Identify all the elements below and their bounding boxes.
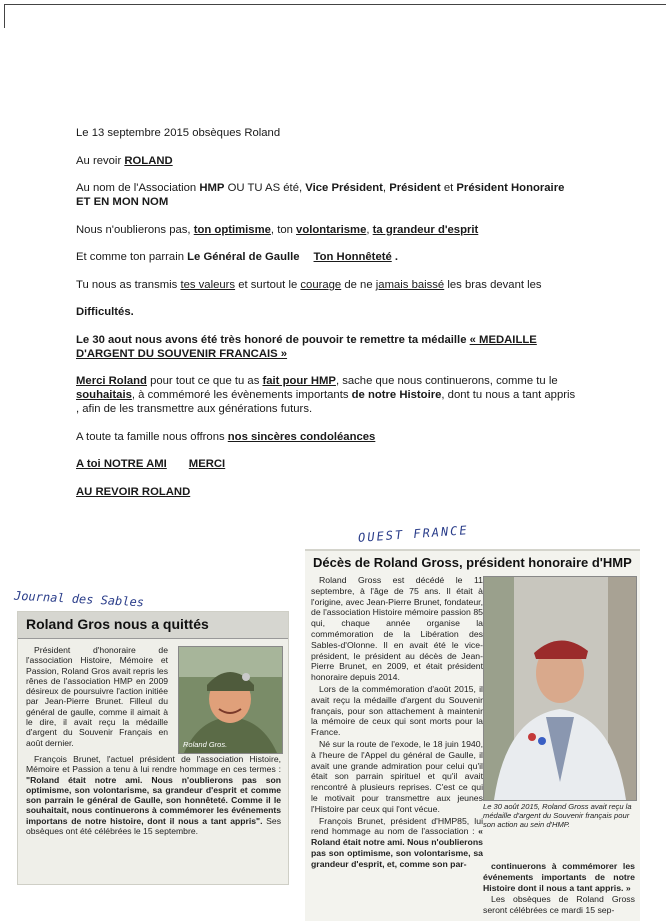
eulogy-letter xyxy=(76,126,596,512)
medal-text: Le 30 aout nous avons été très honoré de pouvoir te remettre ta médaille xyxy=(76,333,470,346)
transmis-jamais: jamais baissé xyxy=(375,278,445,291)
roland-medal-photo xyxy=(483,576,637,801)
friend-line xyxy=(76,457,596,471)
transmis-courage: courage xyxy=(300,278,342,291)
farewell-prefix: Au revoir xyxy=(76,154,125,167)
clipping-paragraph-1 xyxy=(26,645,168,749)
parrain-general: Le Général de Gaulle xyxy=(187,251,300,263)
forget-text-c: , xyxy=(366,223,373,236)
medal-photo-caption: Le 30 août 2015, Roland Gross avait reçu la médaille d'argent du Souvenir français pour son action au sein d'HMP. xyxy=(483,802,632,830)
page-border-line xyxy=(4,4,666,5)
transmis-text-d: les bras devant les xyxy=(444,278,542,291)
ouest-france-handwritten-note: OUEST FRANCE xyxy=(357,523,470,545)
parrain-honesty: Ton Honnêteté xyxy=(313,251,392,263)
transmis-paragraph xyxy=(76,278,596,292)
assoc-hmp: HMP xyxy=(199,182,225,194)
roland-portrait-photo xyxy=(178,646,283,754)
clipping-headline: Roland Gros nous a quittés xyxy=(26,616,209,632)
condolences-emphasis: nos sincères condoléances xyxy=(227,430,376,443)
condolences-line xyxy=(76,430,596,444)
transmis-values: tes valeurs xyxy=(180,278,236,291)
friend-text: A toi NOTRE AMI xyxy=(76,458,167,470)
forget-optimism: ton optimisme xyxy=(193,223,271,236)
clipping-p2-quote: "Roland était notre ami. Nous n'oublierons pas son optimisme, son volontarisme, sa grandeur d'esprit et comme son parrain le général de Gaulle, son honnêteté. Comme il le souhaitait, nous continuerons à commémorer les événements importans de notre histoire, dont il nous a tant appris". xyxy=(26,774,281,826)
medal-paragraph xyxy=(76,333,596,361)
clipping-p1: Président d'honoraire de l'association Histoire, Mémoire et Passion, Roland Gros avait repris les rênes de l'association HMP en 2009 désireux de poursuivre l'action initiée par Jean-Pierre Brunet. Filleul du général de gaulle, comme il aimait à le dire, il avait reçu la médaille d'argent du Souvenir Français en août dernier. xyxy=(26,645,168,748)
thanks-text-f: , afin de les transmettre aux générations futurs. xyxy=(76,403,313,415)
farewell-line xyxy=(76,154,596,168)
assoc-vp: Vice Président xyxy=(305,182,383,194)
condolences-text: A toute ta famille nous offrons xyxy=(76,430,228,443)
clipping2-p3: Né sur la route de l'exode, le 18 juin 1940, à l'heure de l'Appel du général de Gaulle, il avait une grande admiration pour celui qu'il était son parrain spirituel et qu'il avait rencontré à plusieurs reprises. C'est ce qui le motivait pour transmettre aux jeunes l'Histoire par ceux qui l'ont vécue. xyxy=(311,738,483,814)
medal-name: « MEDAILLE D'ARGENT DU SOUVENIR FRANCAIS » xyxy=(76,333,537,360)
farewell-name: ROLAND xyxy=(124,154,173,167)
clipping2-headline: Décès de Roland Gross, président honoraire d'HMP xyxy=(313,555,632,570)
medal-portrait-illustration xyxy=(484,577,636,800)
goodbye-text: AU REVOIR ROLAND xyxy=(76,485,191,498)
parrain-end: . xyxy=(391,251,399,263)
clipping2-col2-quote: continuerons à commémorer les événements importants de notre Histoire dont il nous a tant appris. » xyxy=(483,861,635,893)
difficulties-line xyxy=(76,305,596,319)
forget-paragraph xyxy=(76,223,596,237)
clipping-p2 xyxy=(26,754,281,836)
friend-thanks: MERCI xyxy=(188,458,226,470)
clipping2-column-1 xyxy=(311,575,483,871)
thanks-histoire: de notre Histoire xyxy=(351,389,442,401)
thanks-roland: Merci Roland xyxy=(76,375,147,387)
journal-clipping xyxy=(17,611,289,885)
transmis-text-c: de ne xyxy=(341,278,376,291)
assoc-text-a: Au nom de l'Association xyxy=(76,182,200,194)
assoc-text-c: , xyxy=(382,182,390,194)
thanks-souhaitais: souhaitais xyxy=(76,389,132,401)
thanks-paragraph xyxy=(76,374,596,416)
transmis-text-b: et surtout le xyxy=(235,278,301,291)
clipping-p2-intro: François Brunet, l'actuel président de l'association Histoire, Mémoire et Passion a tenu à lui rendre hommage en ces termes : xyxy=(26,754,281,775)
parrain-paragraph xyxy=(76,250,596,264)
forget-esprit: ta grandeur d'esprit xyxy=(372,223,479,236)
portrait-illustration xyxy=(179,647,282,753)
clipping-p2-end: Ses obsèques ont été célébrées le 15 septembre. xyxy=(26,815,281,837)
date-line xyxy=(76,126,596,140)
clipping2-p4-intro: François Brunet, président d'HMP85, lui rend hommage au nom de l'association : xyxy=(311,815,483,837)
clipping2-col2-funeral: Les obsèques de Roland Gross seront célébrées ce mardi 15 sep- xyxy=(483,894,635,916)
page-border-tick xyxy=(4,4,5,28)
clipping2-p2: Lors de la commémoration d'août 2015, il avait reçu la médaille d'argent du Souvenir français, pour son attachement à maintenir la mémoire de ceux qui sont morts pour la France. xyxy=(311,683,483,738)
assoc-own-name: ET EN MON NOM xyxy=(76,196,169,208)
thanks-fait-hmp: fait pour HMP xyxy=(262,375,336,387)
assoc-honorary: Président Honoraire xyxy=(456,182,565,194)
forget-text-a: Nous n'oublierons pas, xyxy=(76,223,194,236)
clipping2-p1: Roland Gross est décédé le 11 septembre, à l'âge de 75 ans. Il était à l'origine, avec Jean-Pierre Brunet, fondateur, de l'association Histoire mémoire passion 85 qui, chaque année organise la commémoration de la Libération des Sables-d'Olonne. Il en avait été le vice-président, le président au décès de Jean-Pierre Brunet, en 2009, et était président honoraire depuis 2014. xyxy=(311,575,483,683)
parrain-text-a: Et comme ton parrain xyxy=(76,251,188,263)
ouest-france-clipping xyxy=(305,549,640,921)
assoc-president: Président xyxy=(389,182,441,194)
clipping2-p4-quote: « Roland était notre ami. Nous n'oublierons pas son optimisme, son volontarisme, sa grandeur d'esprit, et, comme son par- xyxy=(311,826,483,869)
clipping-top-strip xyxy=(305,549,640,551)
clipping2-column-2 xyxy=(483,861,635,917)
clipping2-p4 xyxy=(311,816,483,870)
forget-text-b: , ton xyxy=(270,223,297,236)
difficulties-text: Difficultés. xyxy=(76,306,134,318)
thanks-text-d: , à commémoré les évènements importants xyxy=(131,389,352,401)
forget-volontarism: volontarisme xyxy=(296,223,367,236)
transmis-text-a: Tu nous as transmis xyxy=(76,278,181,291)
thanks-text-e: , dont tu nous a tant appris xyxy=(441,389,576,401)
assoc-text-d: et xyxy=(440,182,457,194)
journal-handwritten-note: Journal des Sables xyxy=(13,588,145,610)
goodbye-line xyxy=(76,485,596,499)
date-text: Le 13 septembre 2015 obsèques Roland xyxy=(76,127,281,139)
assoc-text-b: OU TU AS été, xyxy=(224,182,306,194)
thanks-text-c: , sache que nous continuerons, comme tu le xyxy=(335,375,558,387)
clipping-paragraph-2 xyxy=(26,754,281,837)
portrait-caption: Roland Gros. xyxy=(183,740,228,749)
thanks-text-b: pour tout ce que tu as xyxy=(146,375,263,387)
association-paragraph xyxy=(76,181,596,209)
